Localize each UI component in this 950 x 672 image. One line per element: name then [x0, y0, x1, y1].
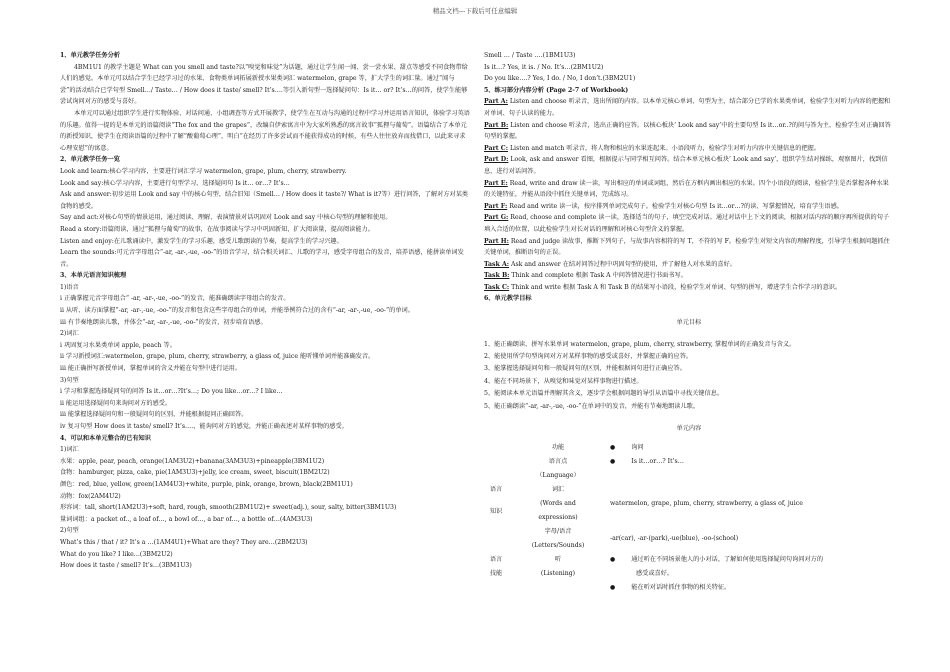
left-column: [60, 50, 470, 572]
paragraph-text: Read and judge 读故事，推断下列句子，与故事内容相符的写 T，不符的写 F。检验学生对短文内容的理解程度，引导学生根据问题抓住关键单词，推断语句的正误。: [484, 237, 890, 257]
paragraph: [484, 120, 894, 143]
part-label: Task A:: [484, 260, 510, 268]
paragraph: [60, 386, 470, 398]
paragraph: [60, 514, 470, 526]
paragraph-text: Is it…? Yes, it is. / No. It’s…(2BM1U2): [484, 63, 604, 71]
paragraph-text: i 学习和掌握选择疑问句的问答 Is it…or…?It’s…; Do you like…or…? I like…: [60, 388, 283, 396]
table-row: [484, 455, 894, 483]
paragraph-text: Read and write 读一读，按序排列单词完成句子。检验学生对核心句型 Is it…or…?的读、写掌握情况，培育学生语感。: [507, 202, 843, 210]
paragraph-text: 2、单元教学任务一览: [60, 156, 120, 164]
table-row: [484, 483, 894, 525]
paragraph-text: 5、练习部分内容分析 (Page 2-7 of Workbook): [484, 86, 629, 94]
paragraph-text: Ask and answer 在结对问答过程中巩固句型的使用，并了解他人对水果的喜好。: [509, 260, 736, 268]
paragraph-text: 水果：apple, pear, peach, orange(1AM3U2)+banana(3AM3U3)+pineapple(3BM1U2): [60, 457, 325, 465]
paragraph: [60, 560, 470, 572]
table-cell: 知识: [489, 507, 503, 515]
paragraph-text: Look and say:核心学习内容，主要进行句型学习，选择疑问句 Is it… or…? It’s…: [60, 179, 290, 187]
paragraph-text: Look, ask and answer 看图，根据提示与同学相互问答。结合本单元核心板块’ Look and say’，组织学生结对操练，观察图片，找到信息，进行对话问答。: [484, 156, 888, 175]
paragraph-text: 4BM1U1 的教学主题是 What can you smell and taste?以“嗅觉和味觉”为话题，通过让学生闻一闻、尝一尝水果、甜点等感受不同食物带给人们的感觉。本单元可以结合学生已经学习过的水果、食物类单词拓展新授水果类词汇 watermelon, grape 等，扩大学生的词汇量。通过“闻与尝”的活动结合已学句型 Smell…/ Taste… / How does it taste/ smell? It’s….等引入新句型一选择疑问句：Is it… or? It’s…的问答，使学生能够尝试询问对方的感受与喜好。: [60, 63, 468, 106]
paragraph: [484, 96, 894, 119]
paragraph-text: iv 复习句型 How does it taste/ smell? It’s….，能询问对方的感觉，并能正确表述对某样事物的感受。: [60, 423, 348, 430]
paragraph-text: What’s this / that / it? It’s a …(1AM4U1)+What are they? They are…(2BM2U3): [60, 538, 308, 546]
content-table: [484, 441, 894, 595]
goals-title: 单元目标: [676, 319, 702, 327]
table-cell: 能在听对话时抓住事物的相关特征。: [631, 583, 731, 591]
paragraph: [60, 363, 470, 375]
paragraph-text: ii 能运用选择疑问句来询问对方的感受。: [60, 399, 172, 407]
paragraph: [60, 467, 470, 479]
table-cell: 听: [554, 555, 562, 563]
paragraph: [484, 212, 894, 235]
content-title: 单元内容: [676, 425, 702, 433]
table-cell: 感受或喜好。: [636, 569, 674, 577]
paragraph: [60, 525, 470, 537]
paragraph: [484, 236, 894, 259]
part-label: Part D:: [484, 156, 509, 164]
paragraph-text: Listen and match 听录音，将人物和相应的水果连起来。小语段听力，检验学生对听力内容中关键信息的把握。: [507, 144, 821, 152]
part-label: Part C:: [484, 144, 508, 152]
paragraph-text: ii 学习新授词汇:watermelon, grape, plum, cherry, strawberry, a glass of, juice 能听懂单词并能准确发音。: [60, 353, 375, 361]
paragraph: [484, 270, 894, 282]
table-cell: (Words and: [540, 499, 576, 507]
section-heading: [60, 154, 470, 166]
paragraph-text: Listen and enjoy:在儿歌诵读中，激发学生的学习乐趣，感受儿歌朗读的节奏，提高学生的学习兴趣。: [60, 237, 343, 245]
section-heading: [60, 433, 470, 445]
part-label: Task B:: [484, 272, 510, 280]
table-cell: 语言: [489, 555, 503, 563]
paragraph: [60, 317, 470, 329]
table-cell: 字母/语音: [544, 527, 572, 535]
part-label: Part G:: [484, 214, 509, 222]
table-cell: 功能: [551, 443, 565, 451]
paragraph-text: Say and act:对核心句型的情景运用，通过阅读、理解、表演情景对话巩固对 Look and say 中核心句型的理解和使用。: [60, 214, 392, 222]
goal-item: 5、能正确朗读“-ar, -ar-,-ue, -oo-”在单词中的发音，并能有节奏地朗读儿歌。: [484, 402, 700, 410]
section-heading: [484, 85, 894, 97]
paragraph-text: Think and complete 根据 Task A 中问答情况进行书面书写。: [509, 272, 687, 280]
table-row: [484, 441, 894, 455]
paragraph-text: Listen and choose 听录音，选出所闻的内容。以本单元核心单词、句型为主，结合部分已学的水果类单词，检验学生对听力内容的把握和对单词、句子认读的能力。: [484, 98, 891, 117]
paragraph: [484, 50, 894, 62]
paragraph-text: 1、单元教学任务分析: [60, 52, 120, 59]
table-cell: 语言点: [548, 457, 568, 465]
right-column: [484, 50, 894, 595]
paragraph: [60, 189, 470, 212]
paragraph-text: 3)句型: [60, 376, 79, 384]
paragraph: [60, 247, 470, 270]
goal-item: 2、能使用所学句型询问对方对某样事物的感受或喜好，并掌握正确的应答。: [484, 353, 693, 361]
table-cell: (Letters/Sounds): [531, 541, 585, 549]
paragraph-text: What do you like? I like…(3BM2U2): [60, 550, 173, 558]
paragraph-text: Read, choose and complete 读一读，选择适当的句子，填空完成对话。通过对话中上下文的阅读，根据对话内容的顺序再所提供的句子填入合适的位置，以此检验学生对长对话的理解和对核心句型含义的掌握。: [484, 214, 890, 233]
paragraph-text: 食物：hamburger, pizza, cake, pie(1AM3U3)+jelly, ice cream, sweet, biscuit(1BM2U2): [60, 469, 330, 477]
paragraph: [60, 293, 470, 305]
table-row: [484, 553, 894, 595]
paragraph-text: 量词词组：a packet of.., a loaf of…, a bowl of…, a bar of…, a bottle of…(4AM3U3): [60, 515, 313, 523]
part-label: Task C:: [484, 283, 510, 291]
paragraph-text: Smell … / Taste ….(1BM1U3): [484, 52, 576, 59]
table-cell: 词汇: [551, 485, 565, 493]
paragraph-text: 6、单元教学目标: [484, 295, 532, 303]
part-label: Part H:: [484, 237, 509, 245]
paragraph: [60, 421, 470, 433]
table-cell: -ar(car), -ar-(park),-ue(blue), -oo-(school): [610, 534, 739, 542]
paragraph-text: Do you like….? Yes, I do. / No, I don’t.(3BM2U1): [484, 75, 636, 83]
paragraph-text: Think and write 根据 Task A 和 Task B 的结果写小语段，检验学生对单词、句型的拼写，增进学生合作学习的意识。: [509, 283, 842, 291]
paragraph: [60, 236, 470, 248]
paragraph-text: 1)词汇: [60, 446, 79, 454]
paragraph: [484, 282, 894, 294]
paragraph: [484, 62, 894, 74]
paragraph-text: 颜色：red, blue, yellow, green(1AM4U3)+white, purple, pink, orange, brown, black(2BM1U1): [60, 480, 353, 488]
paragraph: [484, 143, 894, 155]
paragraph-text: 3、本单元语言知识梳理: [60, 272, 127, 280]
paragraph: [484, 73, 894, 85]
bullet: [610, 458, 631, 465]
paragraph: [60, 479, 470, 491]
paragraph: [60, 456, 470, 468]
paragraph: [484, 178, 894, 201]
paragraph-text: 形容词：tall, short(1AM2U3)+soft, hard, rough, smooth(2BM1U2)+ sweet(adj.), sour, salty, bitter(3BM1U3): [60, 504, 397, 512]
paragraph: [60, 351, 470, 363]
bullet: [610, 556, 631, 563]
paragraph: [60, 409, 470, 421]
paragraph-text: Listen and choose 听录音，选出正确的应答。以核心板块’ Look and say’中的主要句型 Is it…or..?的问与答为主，检验学生对正确回答句型的掌握。: [484, 121, 891, 141]
paragraph-text: 动物：fox(2AM4U2): [60, 492, 121, 500]
table-cell: （Language）: [536, 471, 580, 479]
paragraph-text: iii 有节奏地朗读儿歌，并体会“-ar, -ar-,-ue, -oo-”的发音，初步培育语感。: [60, 318, 267, 326]
table-cell: 询问: [631, 443, 644, 451]
paragraph-text: iii 能掌握选择疑问句和一般疑问句的区别，并能根据提问正确回答。: [60, 411, 248, 419]
paragraph: [60, 398, 470, 410]
paragraph-text: 2)句型: [60, 527, 79, 535]
paragraph-text: i 正确掌握元音字母组合“ -ar, -ar-,-ue, -oo-”的发音，能准确朗读字母组合的发音。: [60, 295, 290, 303]
paragraph-text: Read a story:语篇阅读，通过“狐狸与葡萄”的故事，在故事阅读与学习中巩固新知，扩大阅读量，提高阅读能力。: [60, 225, 374, 233]
part-label: Part B:: [484, 121, 509, 129]
table-cell: 通过听在不同场景他人的小对话，了解如何使用选择疑问句询问对方的: [631, 555, 824, 563]
paragraph: [60, 305, 470, 317]
paragraph-text: 2)词汇: [60, 330, 79, 338]
goal-item: 4、能在不同场景下，从嗅觉和味觉对某样事物进行描述。: [484, 377, 643, 385]
paragraph-text: Look and learn:核心学习内容，主要进行词汇学习 watermelon, grape, plum, cherry, strawberry.: [60, 167, 347, 175]
bullet: [610, 584, 631, 591]
section-heading: [484, 293, 894, 305]
paragraph: [60, 178, 470, 190]
paragraph: [60, 502, 470, 514]
paragraph: [60, 491, 470, 503]
paragraph: [60, 444, 470, 456]
paragraph-text: 1)语音: [60, 283, 79, 291]
paragraph-text: Ask and answer:初步运用 Look and say 中的核心句型，结合旧知（Smell… / How does it taste?/ What is it?等）进行问答，了解对方对某类食物的感受。: [60, 191, 469, 210]
bullet: [610, 444, 631, 451]
table-cell: expressions): [538, 513, 578, 521]
paragraph: [484, 259, 894, 271]
goals-list: [484, 339, 894, 413]
paragraph: [60, 212, 470, 224]
goal-item: 3、能掌握选择疑问句和一般疑问句的区别，并能根据问句进行正确应答。: [484, 365, 686, 373]
part-label: Part E:: [484, 179, 508, 187]
paragraph: [60, 166, 470, 178]
paragraph-text: iii 能正确拼写新授单词，掌握单词的含义并能在句型中进行运用。: [60, 365, 242, 373]
table-cell: 技能: [489, 569, 503, 577]
paragraph: [60, 282, 470, 294]
paragraph-text: ii 从听、读方面掌握“-ar, -ar-,-ue, -oo-”的发音和包含这些字母组合的单词，并能举例符合过的含有“-ar, -ar-,-ue, -oo-”的单词。: [60, 307, 414, 315]
paragraph: [60, 549, 470, 561]
paragraph: [484, 154, 894, 177]
section-heading: [60, 50, 470, 62]
paragraph: [484, 201, 894, 213]
paragraph: [60, 108, 470, 154]
paragraph: [60, 62, 470, 108]
goal-item: 5、能阅读本单元语篇并理解其含义，逐步学会根据问题的导引从语篇中寻找关键信息。: [484, 390, 724, 398]
table-cell: (Listening): [540, 569, 576, 577]
table-cell: Is it…or…? It’s…: [631, 457, 684, 465]
part-label: Part A:: [484, 98, 508, 106]
section-heading: [60, 270, 470, 282]
table-row: [484, 525, 894, 553]
paragraph-text: 本单元可以通过组织学生进行实物体验、对话问通、小组调查等方式开展教学，使学生在互动与沟通的过程中学习并运用语言知识，体验学习英语的乐趣。值得一提的是本单元的语篇阅读“The fox and the grapes”，改编自伊索寓言中为大家所熟悉的寓言故事“狐狸与葡萄”。语篇结合了本单元的新授知识，使学生在阅读语篇的过程中了解“酸葡萄心理”，明白“在经历了许多尝试而不能获得成功的时候，有些人往往放弃而找借口，以此来寻求心理安慰”的寓意。: [60, 109, 470, 152]
paragraph-text: Learn the sounds:可元音字母组合“-ar, -ar-,-ue, -oo-”的语音学习，结合相关词汇、儿歌的学习，感受字母组合的发音，培养语感，能拼读单词发音。: [60, 249, 464, 268]
part-label: Part F:: [484, 202, 508, 210]
table-cell: 语言: [489, 485, 503, 493]
paragraph-text: How does it taste / smell? It’s…(3BM1U3): [60, 562, 192, 570]
paragraph: [60, 340, 470, 352]
table-cell: watermelon, grape, plum, cherry, strawberry, a glass of, juice: [610, 499, 803, 507]
right-top-section: [484, 50, 894, 305]
paragraph: [60, 224, 470, 236]
paragraph: [60, 328, 470, 340]
paragraph-text: Read, write and draw 读一读，写出相应的单词或词组，然后在方框内画出相应的水果。四个小语段的阅读，检验学生是否掌握各种水果的关键特征，并能从语段中抓住关键单词，完成练习。: [484, 179, 889, 199]
page-header: 精品文档---下载后可任意编辑: [432, 7, 518, 15]
goal-item: 1、能正确朗读、拼写水果单词 watermelon, grape, plum, cherry, strawberry, 掌握单词的正确发音与含义。: [484, 340, 796, 348]
paragraph: [60, 537, 470, 549]
paragraph: [60, 375, 470, 387]
paragraph-text: 4、可以和本单元整合的已有知识: [60, 434, 151, 442]
paragraph-text: i 巩固复习水果类单词 apple, peach 等。: [60, 341, 176, 349]
